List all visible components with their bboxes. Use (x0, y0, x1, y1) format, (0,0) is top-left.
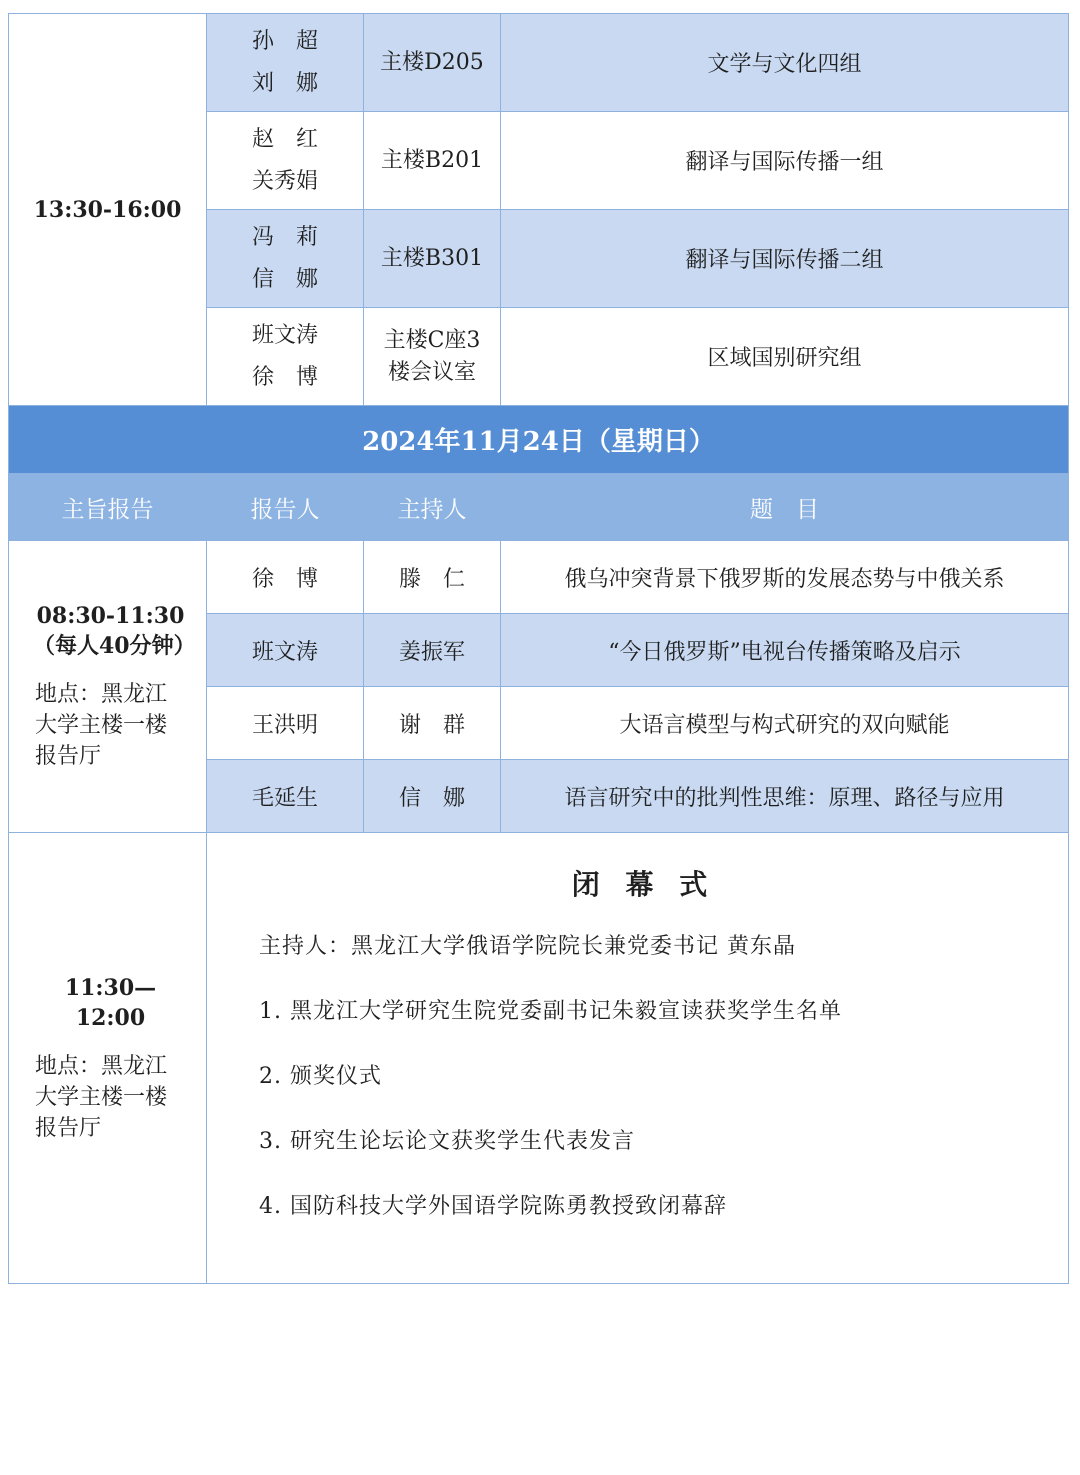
chair-names: 赵 红 关秀娟 (207, 112, 364, 210)
closing-item: 3. 研究生论坛论文获奖学生代表发言 (259, 1129, 635, 1154)
header-title: 题 目 (501, 474, 1069, 541)
header-keynote: 主旨报告 (9, 474, 207, 541)
speaker: 毛延生 (207, 760, 364, 833)
talk-title: 大语言模型与构式研究的双向赋能 (501, 687, 1069, 760)
talk-title: 语言研究中的批判性思维：原理、路径与应用 (501, 760, 1069, 833)
speaker: 徐 博 (207, 541, 364, 614)
closing-time: 11:30—12:00 (64, 974, 157, 1031)
closing-item: 1. 黑龙江大学研究生院党委副书记朱毅宣读获奖学生名单 (259, 999, 842, 1024)
group-name: 文学与文化四组 (501, 14, 1069, 112)
talk-title: 俄乌冲突背景下俄罗斯的发展态势与中俄关系 (501, 541, 1069, 614)
talk-row (9, 541, 1069, 614)
host: 滕 仁 (364, 541, 501, 614)
keynote-time: 08:30-11:30 (36, 603, 185, 629)
keynote-info (9, 541, 207, 833)
speaker: 王洪明 (207, 687, 364, 760)
closing-title: 闭 幕 式 (571, 868, 716, 901)
speaker: 班文涛 (207, 614, 364, 687)
host: 谢 群 (364, 687, 501, 760)
date-band: 2024年11月24日（星期日） (9, 406, 1069, 474)
chair-names: 班文涛 徐 博 (207, 308, 364, 406)
chair-names: 冯 莉 信 娜 (207, 210, 364, 308)
session-time: 13:30-16:00 (9, 14, 207, 406)
closing-host: 主持人：黑龙江大学俄语学院院长兼党委书记 黄东晶 (259, 934, 796, 959)
header-row (9, 474, 1069, 541)
closing-content (207, 833, 1069, 1284)
closing-location: 地点：黑龙江大学主楼一楼报告厅 (35, 1053, 168, 1141)
schedule-table (8, 13, 1069, 1284)
closing-item: 4. 国防科技大学外国语学院陈勇教授致闭幕辞 (259, 1194, 727, 1219)
room: 主楼B201 (364, 112, 501, 210)
closing-item: 2. 颁奖仪式 (259, 1064, 382, 1089)
room: 主楼B301 (364, 210, 501, 308)
room: 主楼C座3 楼会议室 (364, 308, 501, 406)
talk-title: “今日俄罗斯”电视台传播策略及启示 (501, 614, 1069, 687)
header-host: 主持人 (364, 474, 501, 541)
chair-names: 孙 超 刘 娜 (207, 14, 364, 112)
date-band-row (9, 406, 1069, 474)
host: 信 娜 (364, 760, 501, 833)
closing-row (9, 833, 1069, 1284)
keynote-note: （每人40分钟） (33, 633, 196, 659)
room: 主楼D205 (364, 14, 501, 112)
group-name: 区域国别研究组 (501, 308, 1069, 406)
group-name: 翻译与国际传播二组 (501, 210, 1069, 308)
session-row (9, 14, 1069, 112)
group-name: 翻译与国际传播一组 (501, 112, 1069, 210)
closing-info (9, 833, 207, 1284)
header-speaker: 报告人 (207, 474, 364, 541)
host: 姜振军 (364, 614, 501, 687)
keynote-location: 地点：黑龙江大学主楼一楼报告厅 (35, 682, 168, 769)
